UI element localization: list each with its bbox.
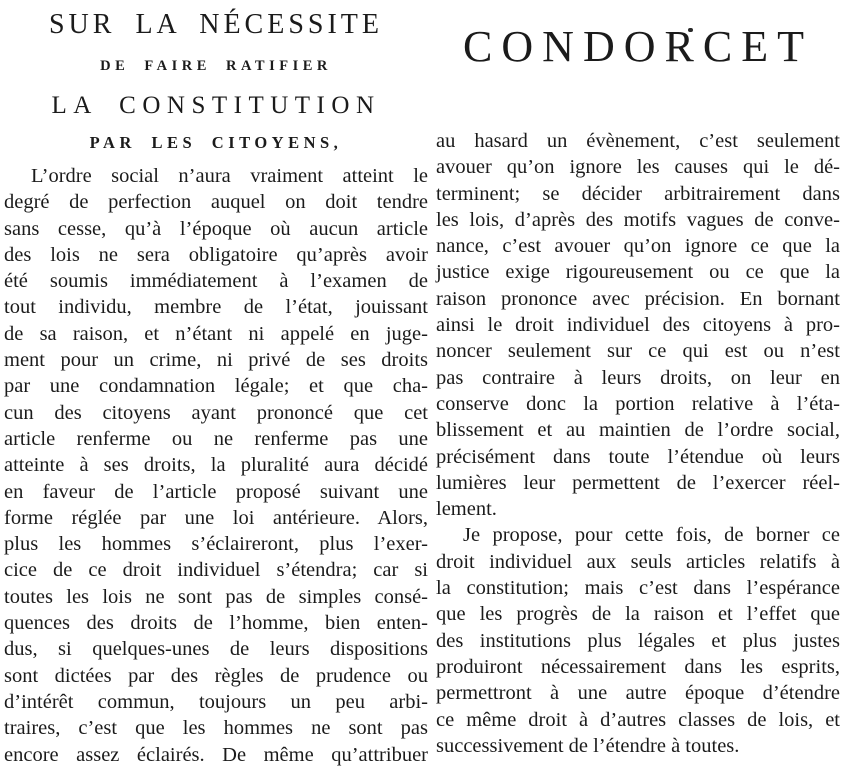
text-line: cun des citoyens ayant prononcé que cet xyxy=(4,401,428,424)
right-title-condorcet: CONDORCET xyxy=(463,22,813,71)
text-line: été soumis immédiatement à l’examen de xyxy=(4,270,428,293)
left-column xyxy=(4,0,428,768)
text-line: raison prononce avec précision. En bornant xyxy=(436,287,840,310)
text-line: des institutions plus légales et plus justes xyxy=(436,629,840,652)
text-line: cice de ce droit individuel s’étendra; car si xyxy=(4,559,428,582)
left-title-sub2: LA CONSTITUTION xyxy=(51,92,381,119)
text-line: au hasard un évènement, c’est seulement xyxy=(436,130,840,152)
text-line: par une condamnation légale; et que cha- xyxy=(4,375,428,398)
text-line: que les progrès de la raison et l’effet que xyxy=(436,603,840,626)
text-line: des lois ne sera obligatoire qu’après avoir xyxy=(4,243,428,266)
text-line: tout individu, membre de l’état, jouissant xyxy=(4,296,428,319)
text-line: ment pour un crime, ni privé de ses droits xyxy=(4,349,428,372)
text-line: nance, c’est avouer qu’on ignore ce que la xyxy=(436,235,840,258)
left-title-main: SUR LA NÉCESSITE xyxy=(48,9,384,40)
text-line: Je propose, pour cette fois, de borner ce xyxy=(463,524,840,547)
text-line: pas contraire à leurs droits, on leur en xyxy=(436,366,840,389)
text-line: lement. xyxy=(436,498,497,521)
text-line: droit individuel aux seuls articles relatifs à xyxy=(436,550,840,573)
text-line: en faveur de l’article proposé suivant une xyxy=(4,480,428,503)
text-line: produiront nécessairement dans les esprits, xyxy=(436,655,840,678)
text-line: encore assez éclairés. De même qu’attribuer xyxy=(4,743,428,766)
text-line: noncer seulement sur ce qui est ou n’est xyxy=(436,340,840,363)
right-body-text xyxy=(436,128,840,759)
text-line: article renferme ou ne renferme pas une xyxy=(4,427,428,450)
text-line: L’ordre social n’aura vraiment atteint le xyxy=(31,165,428,187)
left-title-sub1: DE FAIRE RATIFIER xyxy=(100,58,332,74)
right-column xyxy=(436,0,840,759)
text-line: atteinte à ses droits, la pluralité aura décidé xyxy=(4,454,428,477)
text-line: blissement et au maintien de l’ordre social, xyxy=(436,419,840,442)
text-line: dus, si quelques-unes de leurs dispositions xyxy=(4,638,428,661)
text-line: successivement de l’étendre à toutes. xyxy=(436,734,740,757)
text-line: d’intérêt commun, toujours un peu arbi- xyxy=(4,690,428,713)
text-line: plus les hommes s’éclaireront, plus l’exer- xyxy=(4,533,428,556)
text-line: quences des droits de l’homme, bien enten- xyxy=(4,612,428,635)
text-line: les lois, d’après des motifs vagues de conve- xyxy=(436,208,840,231)
left-body-text xyxy=(4,163,428,768)
text-line: sans cesse, qu’à l’époque où aucun article xyxy=(4,217,428,240)
text-line: conserve donc la portion relative à l’éta- xyxy=(436,392,840,415)
text-line: ainsi le droit individuel des citoyens à pro- xyxy=(436,314,840,337)
left-title-sub3: PAR LES CITOYENS, xyxy=(89,133,343,152)
text-line: justice exige rigoureusement ou ce que la xyxy=(436,261,840,284)
text-line: traires, c’est que les hommes ne sont pas xyxy=(4,717,428,740)
text-line: sont dictées par des règles de prudence ou xyxy=(4,664,428,687)
text-line: degré de perfection auquel on doit tendre xyxy=(4,191,428,214)
text-line: forme réglée par une loi antérieure. Alors, xyxy=(4,506,428,529)
text-line: terminent; se décider arbitrairement dans xyxy=(436,182,840,205)
text-line: précisément dans toute l’étendue où leurs xyxy=(436,445,840,468)
text-line: ce même droit à d’autres classes de lois, et xyxy=(436,708,840,731)
text-line: la constitution; mais c’est dans l’espérance xyxy=(436,577,840,600)
text-line: lumières leur permettent de l’exercer réel- xyxy=(436,471,840,494)
text-line: avouer qu’on ignore les causes qui le dé- xyxy=(436,156,840,179)
text-line: toutes les lois ne sont pas de simples consé- xyxy=(4,585,428,608)
text-line: permettront à une autre époque d’étendre xyxy=(436,682,840,705)
text-line: de sa raison, et n’étant ni appelé en juge- xyxy=(4,322,428,345)
